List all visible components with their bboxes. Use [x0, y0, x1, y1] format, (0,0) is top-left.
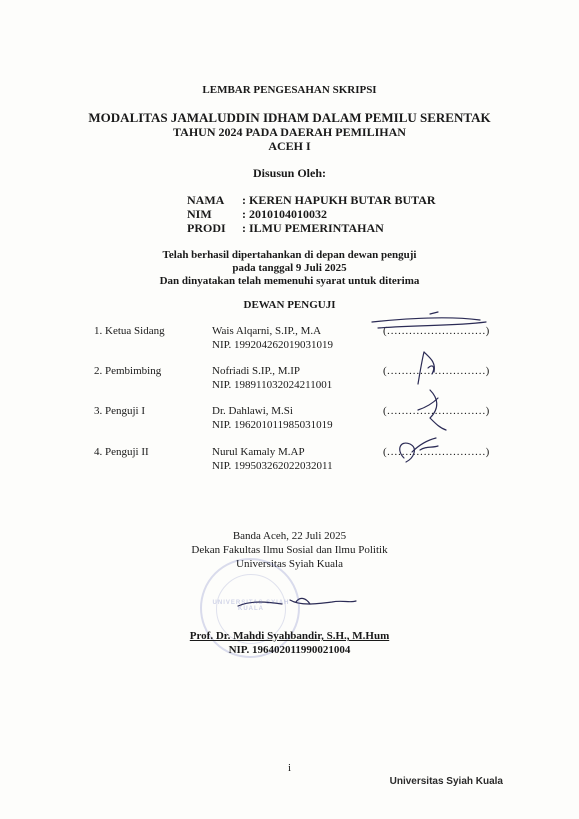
thesis-title-line-1: MODALITAS JAMALUDDIN IDHAM DALAM PEMILU SERENTAK [88, 110, 491, 125]
statement-line-1: Telah berhasil dipertahankan di depan dewan penguji [162, 249, 417, 261]
board-heading: DEWAN PENGUJI [243, 299, 336, 311]
member-name: Nofriadi S.IP., M.IP [212, 365, 301, 377]
member-name: Nurul Kamaly M.AP [212, 446, 305, 458]
statement-line-3: Dan dinyatakan telah memenuhi syarat untuk diterima [159, 275, 420, 287]
nim-value: : 2010104010032 [242, 207, 327, 221]
name-label: NAMA [187, 193, 225, 207]
member-name: Wais Alqarni, S.IP., M.A [212, 325, 322, 337]
prepared-by: Disusun Oleh: [252, 166, 327, 180]
prodi-label: PRODI [187, 221, 226, 235]
signature-line: (………………………) [383, 405, 490, 417]
dean-nip: NIP. 196402011990021004 [228, 644, 351, 656]
member-role: 2. Pembimbing [94, 365, 162, 377]
dean-position: Dekan Fakultas Ilmu Sosial dan Ilmu Politik [191, 544, 388, 556]
nim-label: NIM [187, 207, 212, 221]
page-number: i [287, 762, 292, 774]
thesis-title-line-2: TAHUN 2024 PADA DAERAH PEMILIHAN [173, 125, 406, 139]
page-title: LEMBAR PENGESAHAN SKRIPSI [202, 84, 377, 96]
university-stamp-seal: UNIVERSITAS SYIAH KUALA [200, 558, 300, 658]
place-date: Banda Aceh, 22 Juli 2025 [232, 530, 347, 542]
name-value: : KEREN HAPUKH BUTAR BUTAR [242, 193, 436, 207]
member-nip: NIP. 198911032024211001 [212, 379, 333, 391]
signature-penguji-2 [400, 438, 438, 462]
member-nip: NIP. 199503262022032011 [212, 460, 333, 472]
thesis-title-line-3: ACEH I [268, 139, 311, 153]
member-nip: NIP. 199204262019031019 [212, 339, 334, 351]
signature-ketua [372, 312, 486, 328]
signature-line: (………………………) [383, 325, 490, 337]
member-role: 4. Penguji II [94, 446, 149, 458]
signature-penguji-1 [418, 390, 446, 430]
signature-pembimbing [418, 352, 434, 384]
footer-university-mark: Universitas Syiah Kuala [389, 776, 503, 787]
signature-line: (………………………) [383, 365, 490, 377]
statement-line-2: pada tanggal 9 Juli 2025 [232, 262, 347, 274]
dean-university: Universitas Syiah Kuala [236, 558, 343, 570]
member-nip: NIP. 196201011985031019 [212, 419, 333, 431]
signature-line: (………………………) [383, 446, 490, 458]
prodi-value: : ILMU PEMERINTAHAN [242, 221, 384, 235]
member-role: 1. Ketua Sidang [94, 325, 165, 337]
member-name: Dr. Dahlawi, M.Si [212, 405, 293, 417]
dean-name: Prof. Dr. Mahdi Syahbandir, S.H., M.Hum [189, 630, 390, 642]
member-role: 3. Penguji I [94, 405, 146, 417]
